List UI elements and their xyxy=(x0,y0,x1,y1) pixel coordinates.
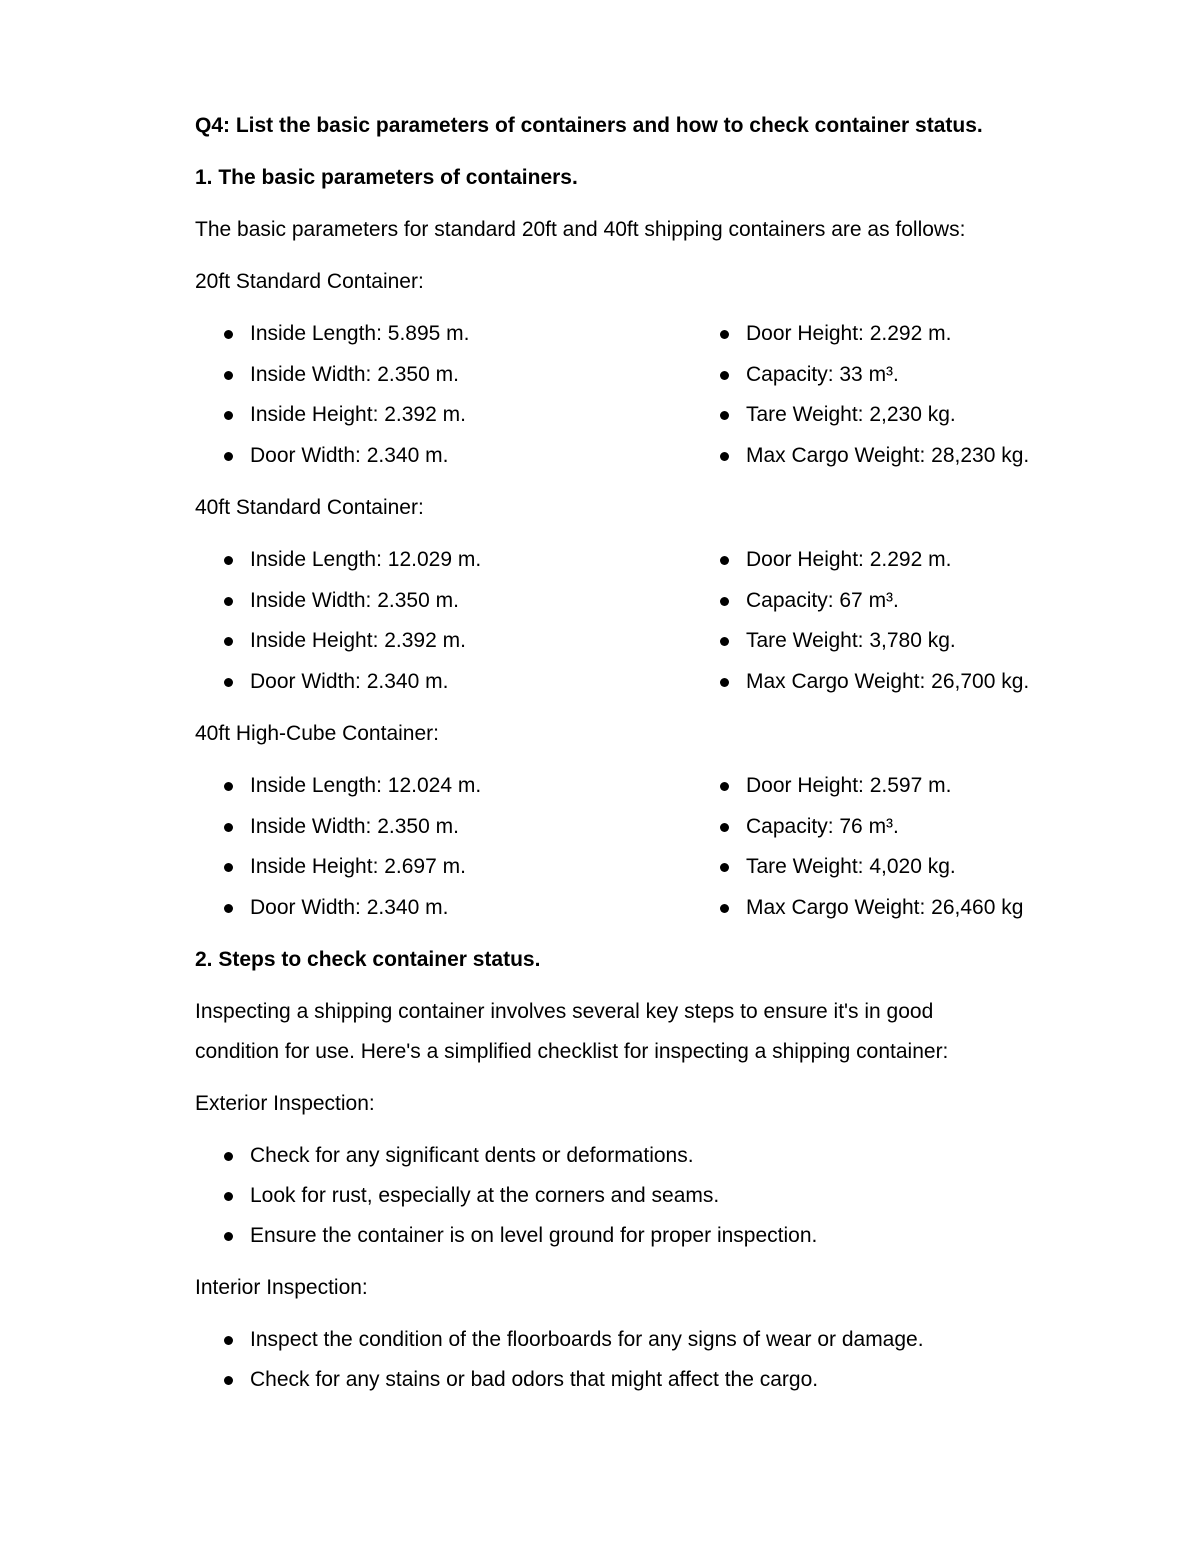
document-title: Q4: List the basic parameters of containers and how to check container status. xyxy=(195,114,983,137)
container-params-40ft-high-cube xyxy=(195,766,1095,928)
bullet-icon xyxy=(224,597,233,606)
section1-heading: 1. The basic parameters of containers. xyxy=(195,166,578,189)
list-item: Max Cargo Weight: 28,230 kg. xyxy=(691,436,1095,477)
params-left-column xyxy=(195,314,691,476)
list-item: Inside Width: 2.350 m. xyxy=(195,355,691,396)
bullet-icon xyxy=(224,1192,233,1201)
section2-heading: 2. Steps to check container status. xyxy=(195,948,541,971)
document-body xyxy=(195,106,1095,1400)
bullet-icon xyxy=(720,452,729,461)
bullet-icon xyxy=(224,1232,233,1241)
bullet-icon xyxy=(720,556,729,565)
list-item: Inside Length: 12.029 m. xyxy=(195,540,691,581)
list-item: Door Height: 2.597 m. xyxy=(691,766,1095,807)
section2-intro xyxy=(195,992,1095,1072)
list-item: Inside Height: 2.392 m. xyxy=(195,395,691,436)
bullet-icon xyxy=(224,1376,233,1385)
list-item: Capacity: 67 m³. xyxy=(691,581,1095,622)
bullet-icon xyxy=(224,452,233,461)
list-item: Door Height: 2.292 m. xyxy=(691,540,1095,581)
bullet-icon xyxy=(720,678,729,687)
exterior-inspection-label: Exterior Inspection: xyxy=(195,1092,375,1115)
list-item: Tare Weight: 2,230 kg. xyxy=(691,395,1095,436)
params-left-column xyxy=(195,540,691,702)
bullet-icon xyxy=(720,330,729,339)
bullet-icon xyxy=(720,637,729,646)
list-item: Check for any significant dents or deformations. xyxy=(195,1136,1095,1176)
list-item: Capacity: 33 m³. xyxy=(691,355,1095,396)
bullet-icon xyxy=(224,823,233,832)
section2-intro-line2: condition for use. Here's a simplified checklist for inspecting a shipping container: xyxy=(195,1040,949,1063)
interior-inspection-label: Interior Inspection: xyxy=(195,1276,368,1299)
section2-intro-line1: Inspecting a shipping container involves several key steps to ensure it's in good xyxy=(195,1000,934,1023)
bullet-icon xyxy=(720,782,729,791)
list-item: Door Height: 2.292 m. xyxy=(691,314,1095,355)
params-right-column xyxy=(691,314,1095,476)
exterior-inspection-list xyxy=(195,1136,1095,1256)
list-item: Door Width: 2.340 m. xyxy=(195,662,691,703)
bullet-icon xyxy=(224,782,233,791)
bullet-icon xyxy=(224,556,233,565)
bullet-icon xyxy=(224,678,233,687)
list-item: Inside Height: 2.392 m. xyxy=(195,621,691,662)
list-item: Tare Weight: 4,020 kg. xyxy=(691,847,1095,888)
list-item: Inside Length: 5.895 m. xyxy=(195,314,691,355)
section1-intro: The basic parameters for standard 20ft and 40ft shipping containers are as follows: xyxy=(195,218,966,241)
list-item: Look for rust, especially at the corners and seams. xyxy=(195,1176,1095,1216)
interior-inspection-list xyxy=(195,1320,1095,1400)
bullet-icon xyxy=(224,1152,233,1161)
params-left-column xyxy=(195,766,691,928)
bullet-icon xyxy=(720,863,729,872)
container-label-40ft-high-cube: 40ft High-Cube Container: xyxy=(195,722,439,745)
bullet-icon xyxy=(720,904,729,913)
list-item: Door Width: 2.340 m. xyxy=(195,888,691,929)
container-label-40ft: 40ft Standard Container: xyxy=(195,496,424,519)
container-label-20ft: 20ft Standard Container: xyxy=(195,270,424,293)
list-item: Inside Length: 12.024 m. xyxy=(195,766,691,807)
list-item: Check for any stains or bad odors that might affect the cargo. xyxy=(195,1360,1095,1400)
bullet-icon xyxy=(224,904,233,913)
params-right-column xyxy=(691,540,1095,702)
container-params-40ft xyxy=(195,540,1095,702)
list-item: Ensure the container is on level ground for proper inspection. xyxy=(195,1216,1095,1256)
params-right-column xyxy=(691,766,1095,928)
list-item: Capacity: 76 m³. xyxy=(691,807,1095,848)
bullet-icon xyxy=(720,371,729,380)
list-item: Inspect the condition of the floorboards for any signs of wear or damage. xyxy=(195,1320,1095,1360)
bullet-icon xyxy=(224,637,233,646)
bullet-icon xyxy=(224,1336,233,1345)
bullet-icon xyxy=(720,411,729,420)
list-item: Inside Width: 2.350 m. xyxy=(195,807,691,848)
bullet-icon xyxy=(720,823,729,832)
container-params-20ft xyxy=(195,314,1095,476)
list-item: Inside Width: 2.350 m. xyxy=(195,581,691,622)
list-item: Tare Weight: 3,780 kg. xyxy=(691,621,1095,662)
list-item: Door Width: 2.340 m. xyxy=(195,436,691,477)
bullet-icon xyxy=(720,597,729,606)
list-item: Max Cargo Weight: 26,460 kg xyxy=(691,888,1095,929)
bullet-icon xyxy=(224,330,233,339)
bullet-icon xyxy=(224,863,233,872)
list-item: Inside Height: 2.697 m. xyxy=(195,847,691,888)
list-item: Max Cargo Weight: 26,700 kg. xyxy=(691,662,1095,703)
bullet-icon xyxy=(224,371,233,380)
bullet-icon xyxy=(224,411,233,420)
